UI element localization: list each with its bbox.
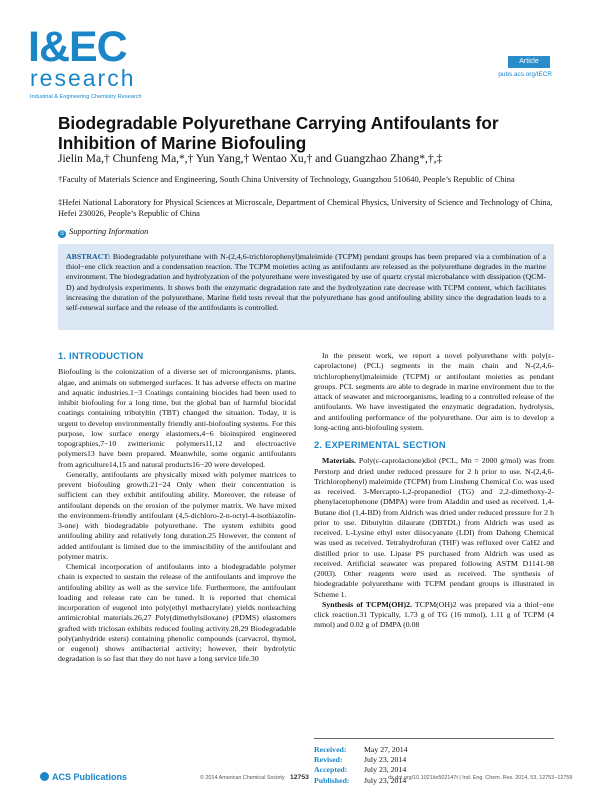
journal-logo-research: research [30, 65, 136, 91]
acs-logo-icon [40, 772, 49, 781]
introduction-heading: 1. INTRODUCTION [58, 350, 144, 361]
intro-paragraph-2: Generally, antifoulants are physically mixed with polymer matrices to prevent biofouling growth.21−24 Only when their concentration is sufficient can they exhibit antifouling ability. Moreover, the release of antifoulant depends on the erosion of the polymer matrix. We have mixed the environment-friendly antifoulant (4,5-dichloro-2-n-octyl-4-isothiazolin-3-one) with biodegradable polyurethane. The system exhibits good antifouling ability and relatively long duration.25 However, the content of added antifoulant is limited due to the immiscibility of the antifoulant and polymer matrix. [58, 469, 296, 561]
right-column [314, 351, 554, 631]
revised-label: Revised: [314, 755, 343, 765]
journal-full-name: Industrial & Engineering Chemistry Research [30, 94, 142, 100]
article-type-badge: Article [508, 56, 550, 68]
abstract-text: Biodegradable polyurethane with N-(2,4,6-trichlorophenyl)maleimide (TCPM) pendant groups has been prepared via a combination of a thiol−ene click reaction and a condensation reaction. The TCPM moieties acting as antifoulants are released as the polyurethane degrades in the marine environment. The biodegradation and hydrolyzation of the polyurethane were investigated by use of quartz crystal microbalance with dissipation (QCM-D) and hydrolysis experiments. It shows both the enzymatic degradation rate and the hydrolyzation rate decrease with TCPM content, which facilitates increasing the duration of the polyurethane. Marine field tests reveal that the polyurethane has good antifouling ability since the degradation leads to a self-renewal surface and the release of the antifoulants is controlled. [66, 252, 546, 313]
experimental-heading: 2. EXPERIMENTAL SECTION [314, 439, 446, 450]
published-label: Published: [314, 775, 350, 785]
intro-paragraph-3: Chemical incorporation of antifoulants into a biodegradable polymer chain is expected to sustain the release of the antifoulants and improve the antifouling ability as well as the service life. Furthermore, the antifoulant loading and release rate can be tuned. It is reported that chemical incorporation of eugenol into poly(ethyl methacrylate) yields nonleaching antimicrobial materials.26,27 Poly(dimethylsiloxane) (PDMS) elastomers grafted with triclosan exhibits reduced fouling activity.28,29 Biodegradable poly(anhydride esters) containing phenolic compounds (carvacrol, thymol, or eugenol) shows antibacterial activity; however, their hydrolytic degradation is so fast that they do not have a long service life.30 [58, 562, 296, 664]
journal-logo [28, 23, 127, 71]
revised-date: July 23, 2014 [364, 755, 407, 765]
abstract-label: ABSTRACT: [66, 252, 111, 261]
published-date: July 23, 2014 [364, 775, 407, 785]
left-column [58, 351, 296, 665]
accepted-label: Accepted: [314, 765, 348, 775]
supporting-info-link[interactable] [58, 227, 148, 238]
materials-text: Poly(ε-caprolactone)diol (PCL, Mn = 2000 g/mol) was from Perstorp and dried under reduced pressure for 2 h prior to use. N-(2,4,6-Trichlorophenyl) maleimide (TCPM) from Linsheng Chemical Co. was used as received. 3-Mercapto-1,2-propanediol (TG) and 2,2-dimethoxy-2-phenylacetophenone (DMPA) were from Aladdin and used as received. 1,4-Butane diol (1,4-BD) from Aldrich was dried under reduced pressure for 2 h prior to use. Dibutyltin dilaurate (DBTDL) from Aldrich was used as received. L-Lysine ethyl ester diisocyanate (LDI) from Dahong Chemical was used as received. Tetrahydrofuran (THF) was refluxed over CaH2 and distilled prior to use. Lipase PS purchased from Aldrich was used as received. Artificial seawater was prepared following ASTM D1141-98 (2003). Other reagents were used as received. The synthesis of biodegradable polyurethane with TCPM pendant groups is illustrated in Scheme 1. [314, 456, 555, 599]
doi-citation[interactable]: dx.doi.org/10.1021/ie502147t | Ind. Eng. Chem. Res. 2014, 53, 12753−12759 [388, 775, 573, 781]
received-label: Received: [314, 745, 347, 754]
accepted-date: July 23, 2014 [364, 765, 407, 775]
intro-paragraph-4: In the present work, we report a novel polyurethane with poly(ε-caprolactone) (PCL) segments in the main chain and N-(2,4,6-trichlorophenyl)maleimide (TCPM) or antifoulant moieties as pendant groups. PCL segments are able to degrade in marine environment due to the attack of seawater and microorganisms, leading to a controlled release of the antifoulants. We have investigated the enzymatic degradation, hydrolysis, and antifouling performance of the polyurethane. Our aim is to develop a long-acting anti-biofouling system. [314, 351, 554, 432]
copyright-notice: © 2014 American Chemical Society [200, 775, 285, 781]
synthesis-text: TCPM(OH)2 was prepared via a thiol−ene click reaction.31 Typically, 1.73 g of TG (16 mmol), 1.11 g of TCPM (4 mmol) and 0.02 g of DMPA (0.08 [314, 599, 554, 630]
abstract-box [58, 244, 554, 330]
supporting-info-icon: S [59, 231, 64, 237]
synthesis-label: Synthesis of TCPM(OH)2. [322, 599, 412, 609]
page-number: 12753 [290, 774, 309, 781]
date-row-received [314, 745, 408, 755]
materials-label: Materials. [322, 456, 356, 466]
affiliation-1: †Faculty of Materials Science and Engineering, South China University of Technology, Guangzhou 510640, People’s Republic of China [58, 175, 515, 184]
supporting-info-label: Supporting Information [69, 227, 149, 236]
affiliation-2: ‡Hefei National Laboratory for Physical Sciences at Microscale, Department of Chemical Physics, University of Science and Technology of China, Hefei 230026, People’s Republic of China [58, 198, 553, 218]
acs-logo-text: ACS Publications [52, 772, 128, 782]
acs-publications-logo [40, 772, 127, 782]
author-list: Jielin Ma,† Chunfeng Ma,*,† Yun Yang,† Wentao Xu,† and Guangzhao Zhang*,†,‡ [58, 153, 443, 165]
received-date: May 27, 2014 [364, 745, 408, 754]
date-row-revised [314, 755, 408, 765]
article-title: Biodegradable Polyurethane Carrying Antifoulants for Inhibition of Marine Biofouling [58, 113, 499, 153]
synthesis-paragraph [314, 600, 554, 631]
journal-logo-text: I&EC [28, 23, 127, 71]
journal-url-link[interactable]: pubs.acs.org/IECR [498, 71, 552, 78]
materials-paragraph [314, 456, 554, 600]
intro-paragraph-1: Biofouling is the colonization of a diverse set of microorganisms, plants, algae, and animals on submerged surfaces. It has adverse effects on marine and aquatic industries.1−3 Coatings containing biocides had been used to inhibit biofouling for a long time, but the global ban of harmful biocidal coatings containing tributyltin (TBT) changed the situation. Today, it is urgent to develop environmentally friendly anti-biofouling systems. For this purpose, low surface energy elastomers,4−6 bioinspired engineered topographies,7−10 zwitterionic polymers11,12 and electroactive polymers13 have been prepared. Meanwhile, some organic antifoulants from agriculture14,15 and natural products16−20 were developed. [58, 367, 296, 469]
